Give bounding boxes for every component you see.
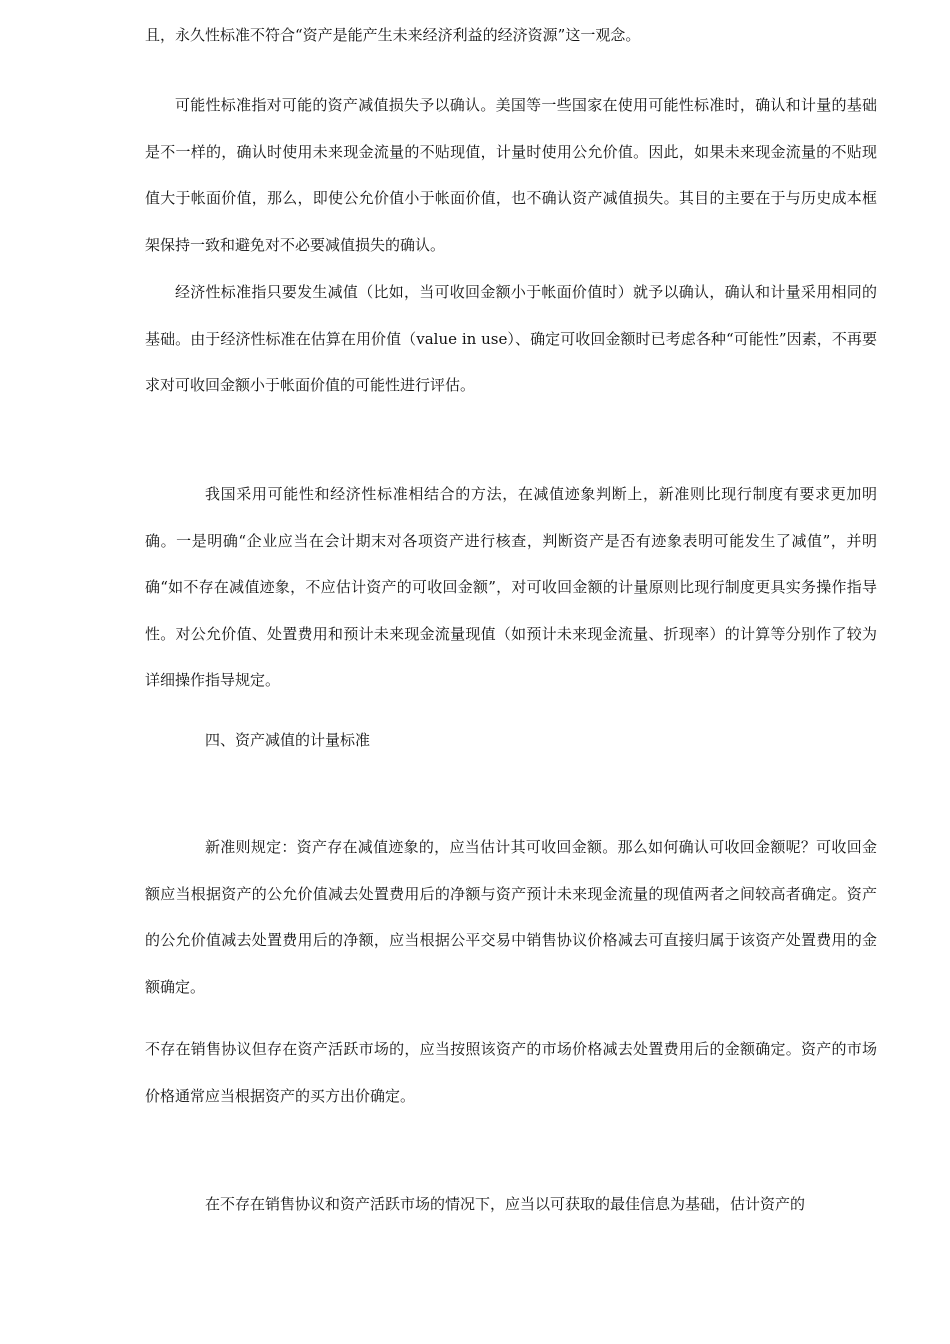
paragraph-probability-standard: 可能性标准指对可能的资产减值损失予以确认。美国等一些国家在使用可能性标准时，确认和计量的基础是不一样的，确认时使用未来现金流量的不贴现值，计量时使用公允价值。因此，如果未来现金流量的不贴现值大于帐面价值，那么，即使公允价值小于帐面价值，也不确认资产减值损失。其目的主要在于与历史成本框架保持一致和避免对不必要减值损失的确认。 <box>145 96 877 254</box>
section-heading-measurement-standard: 四、资产减值的计量标准 <box>205 731 371 749</box>
paragraph-economic-standard: 经济性标准指只要发生减值（比如，当可收回金额小于帐面价值时）就予以确认，确认和计量采用相同的基础。由于经济性标准在估算在用价值（value in use）、确定可收回金额时已考虑各种“可能性”因素，不再要求对可收回金额小于帐面价值的可能性进行评估。 <box>145 283 877 394</box>
paragraph-china-approach: 我国采用可能性和经济性标准相结合的方法，在减值迹象判断上，新准则比现行制度有要求更加明确。一是明确“企业应当在会计期末对各项资产进行核查，判断资产是否有迹象表明可能发生了减值”，并明确“如不存在减值迹象，不应估计资产的可收回金额”，对可收回金额的计量原则比现行制度更具实务操作指导性。对公允价值、处置费用和预计未来现金流量现值（如预计未来现金流量、折现率）的计算等分别作了较为详细操作指导规定。 <box>145 485 877 689</box>
paragraph-best-information: 在不存在销售协议和资产活跃市场的情况下，应当以可获取的最佳信息为基础，估计资产的 <box>205 1195 806 1213</box>
paragraph-new-standard-rule: 新准则规定：资产存在减值迹象的，应当估计其可收回金额。那么如何确认可收回金额呢？可收回金额应当根据资产的公允价值减去处置费用后的净额与资产预计未来现金流量的现值两者之间较高者确定。资产的公允价值减去处置费用后的净额，应当根据公平交易中销售协议价格减去可直接归属于该资产处置费用的金额确定。 <box>145 838 877 996</box>
paragraph-active-market: 不存在销售协议但存在资产活跃市场的，应当按照该资产的市场价格减去处置费用后的金额确定。资产的市场价格通常应当根据资产的买方出价确定。 <box>145 1040 877 1105</box>
paragraph-continuation: 且，永久性标准不符合“资产是能产生未来经济利益的经济资源”这一观念。 <box>145 26 641 44</box>
